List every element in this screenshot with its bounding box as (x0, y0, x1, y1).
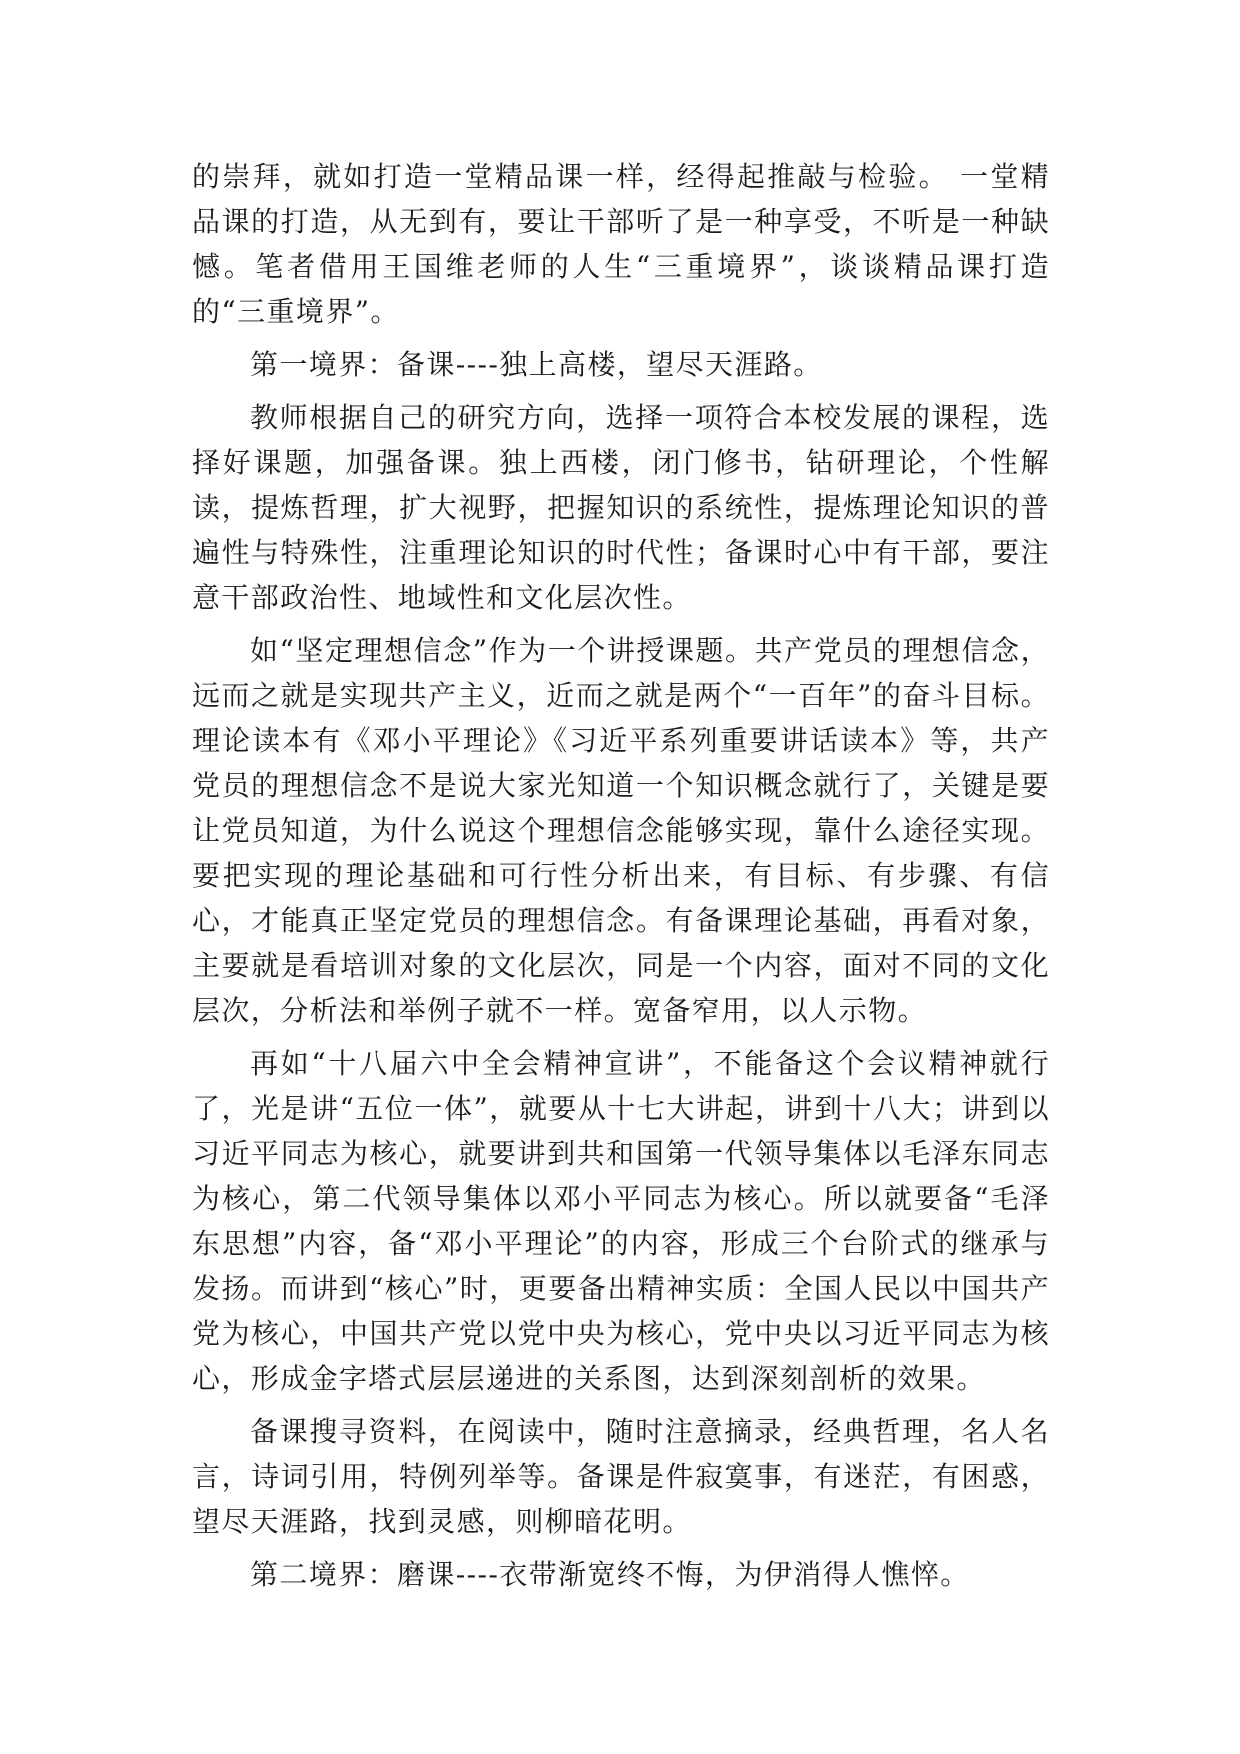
body-paragraph: 再如“十八届六中全会精神宣讲”，不能备这个会议精神就行了，光是讲“五位一体”，就要从十七大讲起，讲到十八大；讲到以习近平同志为核心，就要讲到共和国第一代领导集体以毛泽东同志为核心，第二代领导集体以邓小平同志为核心。所以就要备“毛泽东思想”内容，备“邓小平理论”的内容，形成三个台阶式的继承与发扬。而讲到“核心”时，更要备出精神实质：全国人民以中国共产党为核心，中国共产党以党中央为核心，党中央以习近平同志为核心，形成金字塔式层层递进的关系图，达到深刻剖析的效果。 (192, 1047, 1050, 1395)
body-paragraph: 教师根据自己的研究方向，选择一项符合本校发展的课程，选择好课题，加强备课。独上西楼，闭门修书，钻研理论，个性解读，提炼哲理，扩大视野，把握知识的系统性，提炼理论知识的普遍性与特殊性，注重理论知识的时代性；备课时心中有干部，要注意干部政治性、地域性和文化层次性。 (192, 401, 1050, 614)
body-paragraph: 如“坚定理想信念”作为一个讲授课题。共产党员的理想信念，远而之就是实现共产主义，近而之就是两个“一百年”的奋斗目标。理论读本有《邓小平理论》《习近平系列重要讲话读本》等，共产党员的理想信念不是说大家光知道一个知识概念就行了，关键是要让党员知道，为什么说这个理想信念能够实现，靠什么途径实现。要把实现的理论基础和可行性分析出来，有目标、有步骤、有信心，才能真正坚定党员的理想信念。有备课理论基础，再看对象，主要就是看培训对象的文化层次，同是一个内容，面对不同的文化层次，分析法和举例子就不一样。宽备窄用，以人示物。 (192, 634, 1050, 1027)
intro-paragraph: 的崇拜，就如打造一堂精品课一样，经得起推敲与检验。 一堂精品课的打造，从无到有，要让干部听了是一种享受，不听是一种缺憾。笔者借用王国维老师的人生“三重境界”，谈谈精品课打造的“三重境界”。 (192, 160, 1050, 328)
body-paragraph: 备课搜寻资料，在阅读中，随时注意摘录，经典哲理，名人名言，诗词引用，特例列举等。备课是件寂寞事，有迷茫，有困惑，望尽天涯路，找到灵感，则柳暗花明。 (192, 1415, 1050, 1538)
section-heading-second-realm: 第二境界：磨课----衣带渐宽终不悔，为伊消得人憔悴。 (250, 1558, 970, 1591)
section-heading-first-realm: 第一境界：备课----独上高楼，望尽天涯路。 (250, 348, 823, 381)
document-body (192, 154, 1050, 1605)
